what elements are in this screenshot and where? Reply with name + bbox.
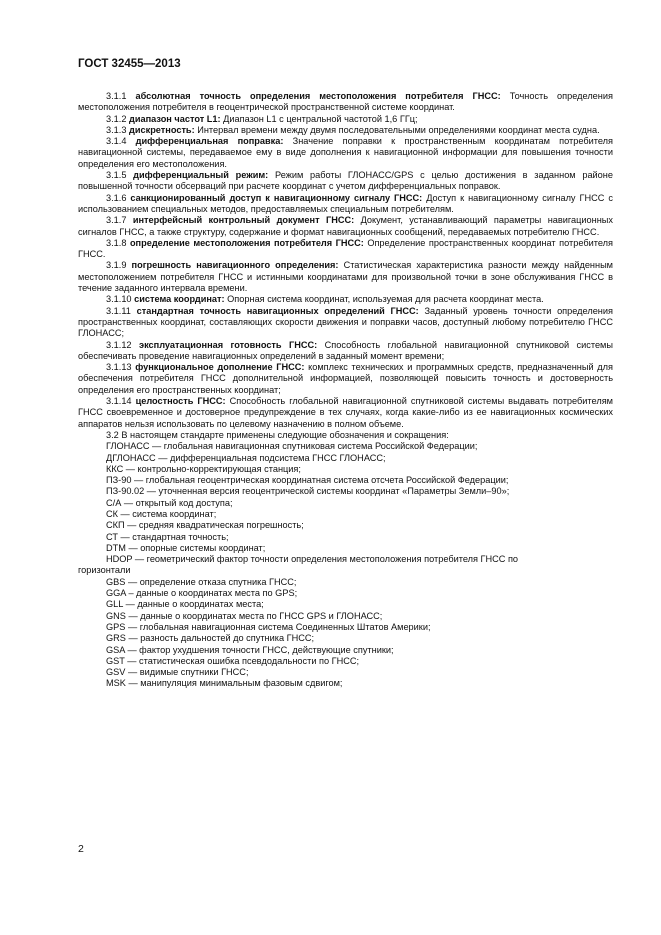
definition-item <box>78 260 613 294</box>
definition-term: интерфейсный контрольный документ ГНСС: <box>132 215 355 226</box>
definition-number: 3.1.6 <box>106 192 127 203</box>
definition-term: погрешность навигационного определения: <box>131 260 339 271</box>
hdop-line: HDOP — геометрический фактор точности определения местоположения потребителя ГНСС по <box>106 554 519 565</box>
definition-number: 3.1.1 <box>106 91 127 101</box>
definition-term: эксплуатационная готовность ГНСС: <box>139 339 318 350</box>
abbreviation-item: MSK — манипуляция минимальным фазовым сдвигом; <box>106 678 343 689</box>
abbreviations-list <box>78 441 613 554</box>
abbreviations-list-2 <box>78 577 613 690</box>
definition-number: 3.1.9 <box>106 260 127 271</box>
definition-text: Определение пространственных координат потребителя ГНСС. <box>78 237 613 260</box>
abbreviation-item: ДГЛОНАСС — дифференциальная подсистема ГНСС ГЛОНАСС; <box>106 452 386 463</box>
definition-item <box>78 294 613 305</box>
hdop-continuation: горизонтали <box>78 565 131 576</box>
definition-term: дискретность: <box>129 124 195 135</box>
definition-text: Диапазон L1 с центральной частотой 1,6 ГГц; <box>223 113 418 124</box>
definition-number: 3.1.4 <box>106 136 127 147</box>
definition-item <box>78 91 613 114</box>
definition-term: стандартная точность навигационных определений ГНСС: <box>136 305 419 316</box>
abbreviation-item: GSA — фактор ухудшения точности ГНСС, действующие спутники; <box>106 644 394 655</box>
definition-number: 3.1.13 <box>106 362 132 373</box>
definition-number: 3.1.11 <box>106 305 131 316</box>
definition-text: Документ, устанавливающий параметры навигационных сигналов ГНСС, а также структуру, содержание и формат навигационных сообщений, передаваемых потребителю ГНСС. <box>78 215 613 237</box>
definition-text: Заданный уровень точности определения пространственных координат, составляющих скорости движения и поправки часов, доступный любому потребителю ГНСС ГЛОНАСС; <box>78 305 613 339</box>
definition-item <box>78 238 613 261</box>
document-body <box>78 91 613 690</box>
definition-number: 3.1.2 <box>106 113 127 124</box>
definition-item <box>78 396 613 430</box>
definition-term: дифференциальная поправка: <box>135 136 284 147</box>
abbreviation-item: СКП — средняя квадратическая погрешность; <box>106 520 304 531</box>
definition-number: 3.1.8 <box>106 237 127 248</box>
abbreviation-item: С/А — открытый код доступа; <box>106 497 233 508</box>
definition-term: функциональное дополнение ГНСС: <box>135 362 305 373</box>
definition-term: определение местоположения потребителя ГНСС: <box>129 237 364 248</box>
definition-item <box>78 362 613 396</box>
definition-text: Интервал времени между двумя последовательными определениями координат места судна. <box>197 124 600 135</box>
definition-text: Доступ к навигационному сигналу ГНСС с использованием специальных методов, предоставляемых специальным потребителям. <box>78 192 613 214</box>
abbreviation-item: GSV — видимые спутники ГНСС; <box>106 667 249 678</box>
definition-item <box>78 136 613 170</box>
document-header: ГОСТ 32455—2013 <box>78 58 181 70</box>
abbreviation-item: СТ — стандартная точность; <box>106 531 229 542</box>
definition-text: Точность определения местоположения потребителя в геоцентрической пространственной системе координат. <box>78 91 613 113</box>
abbreviation-item: GPS — глобальная навигационная система Соединенных Штатов Америки; <box>106 621 431 632</box>
definition-term: диапазон частот L1: <box>129 113 221 124</box>
abbreviation-item: GNS — данные о координатах места по ГНСС GPS и ГЛОНАСС; <box>106 610 383 621</box>
abbreviation-item: GRS — разность дальностей до спутника ГНСС; <box>106 633 315 644</box>
definition-text: комплекс технических и программных средств, предназначенный для обеспечения потребителя ГНСС дополнительной информацией, позволяющей повысить точность и достоверность определения его пространственных координат; <box>78 362 613 395</box>
abbreviation-item: ГЛОНАСС — глобальная навигационная спутниковая система Российской Федерации; <box>106 441 478 452</box>
abbreviation-item: GST — статистическая ошибка псевдодальности по ГНСС; <box>106 655 360 666</box>
definition-item <box>78 306 613 340</box>
definition-text: Режим работы ГЛОНАСС/GPS с целью достижения в заданном районе повышенной точности обсерваций при расчете координат с учетом дифференциальных поправок. <box>78 170 613 192</box>
definition-text: Способность глобальной навигационной спутниковой системы обеспечивать проведение навигационных определений в заданный момент времени; <box>78 339 613 361</box>
definition-item <box>78 125 613 136</box>
abbreviation-item: ККС — контрольно-корректирующая станция; <box>106 463 301 474</box>
abbreviation-item: GBS — определение отказа спутника ГНСС; <box>106 576 297 587</box>
abbreviation-hdop <box>78 554 613 577</box>
definition-item <box>78 193 613 216</box>
definition-number: 3.1.12 <box>106 339 132 350</box>
definition-text: Статистическая характеристика разности между найденным местоположением потребителя ГНСС и истинными координатами для произвольной точки в зоне обслуживания ГНСС в течение заданного интервала времени. <box>78 260 613 294</box>
definition-number: 3.1.14 <box>106 396 132 407</box>
abbreviations-intro: 3.2 В настоящем стандарте применены следующие обозначения и сокращения: <box>106 429 449 440</box>
definition-number: 3.1.3 <box>106 124 127 135</box>
definition-text: Опорная система координат, используемая для расчета координат места. <box>227 294 544 305</box>
definition-term: абсолютная точность определения местоположения потребителя ГНСС: <box>135 91 501 101</box>
definition-term: дифференциальный режим: <box>133 170 269 181</box>
definition-text: Способность глобальной навигационной спутниковой системы выдавать потребителям ГНСС своевременное и достоверное предупреждение в тех случаях, когда какие-либо из ее навигационных космических аппаратов нельзя использовать по целевому назначению в полном объеме. <box>78 396 613 429</box>
definition-number: 3.1.10 <box>106 294 132 305</box>
abbreviation-item: DTM — опорные системы координат; <box>106 542 266 553</box>
definition-item <box>78 215 613 238</box>
abbreviation-item: ПЗ-90.02 — уточненная версия геоцентрической системы координат «Параметры Земли–90»; <box>106 486 510 497</box>
definition-term: санкционированный доступ к навигационному сигналу ГНСС: <box>130 192 423 203</box>
abbreviation-item: GLL — данные о координатах места; <box>106 599 264 610</box>
abbreviation-item: СК — система координат; <box>106 508 217 519</box>
definition-item <box>78 170 613 193</box>
definition-item <box>78 340 613 363</box>
abbreviation-item: GGA – данные о координатах места по GPS; <box>106 588 298 599</box>
definition-term: система координат: <box>134 294 225 305</box>
definition-number: 3.1.5 <box>106 170 127 181</box>
page-number: 2 <box>78 843 84 855</box>
definition-item <box>78 114 613 125</box>
definition-number: 3.1.7 <box>106 215 127 226</box>
definition-text: Значение поправки к пространственным координатам потребителя навигационной системы, передаваемое ему в виде дополнения к навигационной информации для повышения точности определения его местоположения. <box>78 136 613 169</box>
abbreviation-item: ПЗ-90 — глобальная геоцентрическая координатная система отсчета Российской Федерации; <box>106 475 509 486</box>
definition-term: целостность ГНСС: <box>135 396 226 407</box>
definitions-section <box>78 91 613 430</box>
